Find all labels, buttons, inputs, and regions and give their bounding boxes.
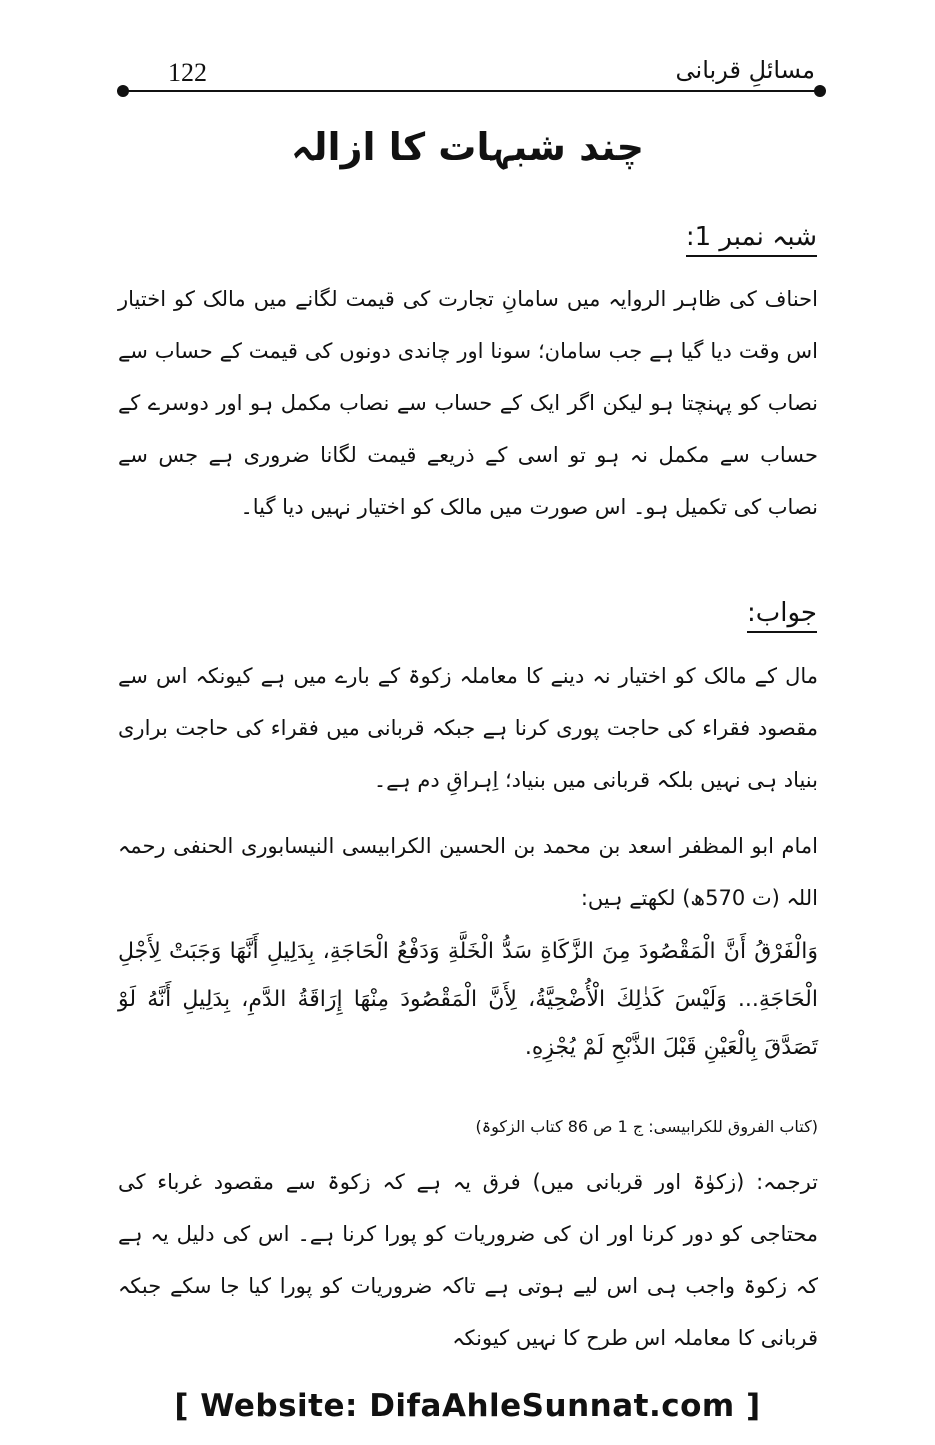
citation-intro: امام ابو المظفر اسعد بن محمد بن الحسین الکرابیسی النیسابوری الحنفی رحمہ اللہ (ت 570ھ) لکھتے ہیں:: [118, 834, 818, 910]
doubt-paragraph: احناف کی ظاہر الروایہ میں سامانِ تجارت کی قیمت لگانے میں مالک کو اختیار اس وقت دیا گیا ہے جب سامان؛ سونا اور چاندی دونوں کی قیمت کے حساب سے نصاب کو پہنچتا ہو لیکن اگر ایک کے حساب سے نصاب مکمل ہو اور دوسرے کے حساب سے مکمل نہ ہو تو اسی کے ذریعے قیمت لگانا ضروری ہے جس سے نصاب کی تکمیل ہو۔ اس صورت میں مالک کو اختیار نہیں دیا گیا۔: [118, 287, 818, 519]
arabic-quote: وَالْفَرْقُ أَنَّ الْمَقْصُودَ مِنَ الزَّكَاةِ سَدُّ الْخَلَّةِ وَدَفْعُ الْحَاجَةِ، بِدَلِيلِ أَنَّهَا وَجَبَتْ لِأَجْلِ الْحَاجَةِ... وَلَيْسَ كَذٰلِكَ الْأُضْحِيَّةُ، لِأَنَّ الْمَقْصُودَ مِنْهَا إِرَاقَةُ الدَّمِ، بِدَلِيلِ أَنَّهُ لَوْ تَصَدَّقَ بِالْعَيْنِ قَبْلَ الذَّبْحِ لَمْ يُجْزِهِ.: [118, 939, 818, 1060]
website-footer: [ Website: DifaAhleSunnat.com ]: [174, 1388, 761, 1424]
rule-right-dot: [814, 85, 826, 97]
translation-paragraph: ترجمہ: (زکوٰۃ اور قربانی میں) فرق یہ ہے کہ زکوۃ سے مقصود غرباء کی محتاجی کو دور کرنا اور ان کی ضروریات کو پورا کرنا ہے۔ اس کی دلیل یہ ہے کہ زکوۃ واجب ہی اس لیے ہوتی ہے تاکہ ضروریات کو پورا کیا جا سکے جبکہ قربانی کا معاملہ اس طرح کا نہیں کیونکہ: [118, 1170, 818, 1350]
rule-left-dot: [117, 85, 129, 97]
page-number: 122: [168, 58, 207, 87]
doubt-heading: شبہ نمبر 1:: [686, 222, 817, 257]
answer-paragraph: مال کے مالک کو اختیار نہ دینے کا معاملہ زکوۃ کے بارے میں ہے کیونکہ اس سے مقصود فقراء کی حاجت پوری کرنا ہے جبکہ قربانی میں فقراء کی حاجت براری بنیاد ہی نہیں بلکہ قربانی میں بنیاد؛ اِہراقِ دم ہے۔: [118, 664, 818, 792]
page-title: چند شبہات کا ازالہ: [291, 125, 644, 169]
page-header: [118, 50, 823, 100]
book-reference: (کتاب الفروق للکرابیسی: ج 1 ص 86 کتاب الزکوۃ): [475, 1117, 818, 1136]
header-rule: [123, 90, 820, 92]
running-title: مسائلِ قربانی: [675, 56, 815, 84]
answer-heading: جواب:: [747, 598, 817, 633]
